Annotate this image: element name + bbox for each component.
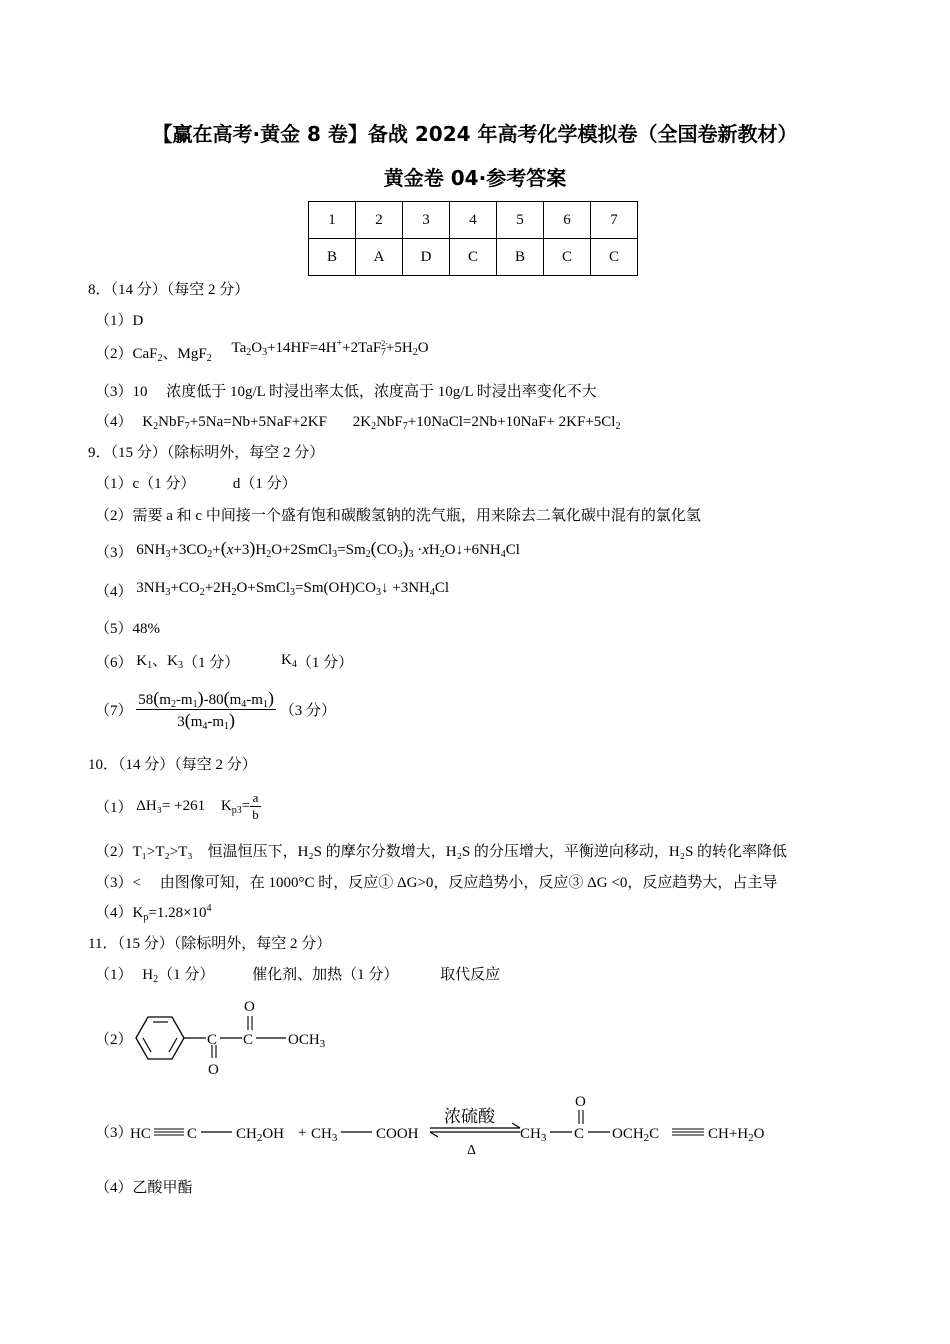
q11-part1-score: （1 分） — [158, 967, 215, 983]
q10-part1-label: （1） — [95, 800, 133, 816]
q10-part4-kp: $K_p=1.28\times 10^4$ — [132, 903, 212, 923]
q11-part3-condition-bottom: Δ — [467, 1143, 477, 1158]
q9-part7 — [95, 688, 336, 731]
svg-text:O: O — [575, 1094, 586, 1110]
answer-cell: C — [544, 239, 591, 276]
q11-part3-label: （3） — [95, 1125, 133, 1141]
q8-part2: （2）CaF$_2$、MgF$_2$ $Ta_2O_3+14HF=4H^++2TaF^{2-}_7+5H_2O$ — [95, 338, 429, 364]
q10-part2: （2）T₁>T₂>T₃ 恒温恒压下，H₂S 的摩尔分数增大，H₂S 的分压增大，平衡逆向移动，H₂S 的转化率降低 — [95, 844, 788, 860]
fraction-numerator: $58(m_2-m_1)-80(m_4-m_1)$ — [138, 688, 274, 710]
answer-cell: B — [497, 239, 544, 276]
q9-part6-valve4: $K_4$ — [280, 652, 297, 670]
svg-text:CH3: $CH_3$ — [311, 1126, 338, 1144]
q8-part2-a: CaF — [132, 346, 158, 362]
q10-header: 10．（14 分）（每空 2 分） — [88, 757, 257, 773]
q9-part1: （1）c（1 分） d（1 分） — [95, 476, 297, 492]
document-subtitle: 黄金卷 04·参考答案 — [383, 166, 567, 190]
q8-part4-equation1: $K_2NbF_7+5Na=Nb+5NaF+2KF$ — [142, 414, 327, 432]
q11-part4: （4）乙酸甲酯 — [95, 1180, 193, 1196]
question-number-cell: 3 — [403, 202, 450, 239]
svg-text:OCH2C: $OCH_2C$ — [612, 1126, 660, 1144]
q9-part5: （5）48% — [95, 621, 160, 637]
q9-part6-score1: （1 分） — [182, 655, 240, 671]
q9-part3 — [95, 538, 520, 562]
q8-part2-label: （2） — [95, 346, 133, 362]
q8-part4-equation2: $2K_2NbF_7+10NaCl=2Nb+10NaF+ 2KF+5Cl_2$ — [352, 414, 621, 432]
q10-part1-dh: ΔH₃= +261 — [136, 798, 206, 814]
q9-part6-valves: $K_1$、$K_3$ — [136, 653, 183, 671]
q9-part6-label: （6） — [95, 655, 133, 671]
q9-part4-label: （4） — [95, 584, 133, 600]
svg-text:O: O — [244, 999, 255, 1015]
svg-text:OCH3: $OCH_3$ — [288, 1032, 326, 1050]
question-number-cell: 6 — [544, 202, 591, 239]
q9-part2: （2）需要 a 和 c 中间接一个盛有饱和碳酸氢钠的洗气瓶，用来除去二氧化碳中混有的氯化氢 — [95, 508, 701, 524]
q9-part6-score2: （1 分） — [296, 655, 354, 671]
q8-part3: （3）10 浓度低于 10g/L 时浸出率太低，浓度高于 10g/L 时浸出率变化不大 — [95, 384, 597, 400]
q10-part1 — [95, 790, 261, 823]
svg-text:O: O — [208, 1062, 219, 1078]
svg-text:CH+H2O: $CH+H_2O$ — [708, 1126, 765, 1144]
answer-cell: C — [450, 239, 497, 276]
answer-table — [308, 201, 638, 276]
question-number-cell: 7 — [591, 202, 638, 239]
q11-part2-label: （2） — [95, 1032, 133, 1048]
answer-cell: C — [591, 239, 638, 276]
q9-part7-score: （3 分） — [279, 703, 336, 719]
q11-part1 — [95, 966, 500, 984]
q8-part2-b: 、MgF — [162, 346, 207, 362]
q11-part1-reagent: $H_2$ — [142, 967, 159, 985]
q8-part1: （1）D — [95, 313, 144, 329]
q9-part3-equation: $6NH_3+3CO_2+(x+3)H_2O+2SmCl_3=Sm_2(CO_3)_3$ $\cdot xH_2O↓+6NH_4Cl$ — [136, 538, 520, 560]
q10-part1-kp: $K_{p3}=$ — [220, 798, 251, 816]
q9-part7-label: （7） — [95, 703, 133, 719]
q11-part1-label: （1） — [95, 967, 133, 983]
answer-table-numbers-row — [309, 202, 638, 239]
svg-text:C: C — [243, 1032, 254, 1048]
q9-part3-label: （3） — [95, 545, 133, 561]
svg-text:CH2OH: $CH_2OH$ — [236, 1126, 285, 1144]
answer-cell: D — [403, 239, 450, 276]
q11-part1-reaction-type: 取代反应 — [440, 967, 501, 983]
q10-part4 — [95, 904, 212, 922]
svg-text:CH3: $CH_3$ — [520, 1126, 547, 1144]
q10-part1-kp-fraction: $\frac{a}{b}$ — [252, 790, 259, 822]
question-number-cell: 2 — [356, 202, 403, 239]
fraction-denominator: $3(m_4-m_1)$ — [177, 710, 236, 732]
svg-text:HC: HC — [130, 1126, 151, 1142]
question-number-cell: 1 — [309, 202, 356, 239]
svg-text:C: C — [574, 1126, 585, 1142]
q11-part3-equation — [128, 1094, 788, 1164]
answer-cell: B — [309, 239, 356, 276]
q8-header: 8．（14 分）（每空 2 分） — [88, 282, 250, 298]
svg-text:+: + — [298, 1125, 307, 1141]
q10-part3: （3）< 由图像可知，在 1000°C 时，反应① ΔG>0，反应趋势小，反应③ ΔG <0，反应趋势大，占主导 — [95, 875, 778, 891]
question-number-cell: 5 — [497, 202, 544, 239]
q9-part6 — [95, 654, 353, 672]
q11-part1-condition: 催化剂、加热（1 分） — [252, 967, 399, 983]
q9-header: 9．（15 分）（除标明外，每空 2 分） — [88, 445, 325, 461]
q8-part4 — [95, 413, 620, 431]
q11-header: 11．（15 分）（除标明外，每空 2 分） — [88, 936, 332, 952]
q8-part4-label: （4） — [95, 414, 133, 430]
answer-table-answers-row — [309, 239, 638, 276]
q8-part2-equation: $Ta_2O_3+14HF=4H^++2TaF^{2-}_7+5H_2O$ — [231, 338, 429, 358]
svg-text:COOH: COOH — [376, 1126, 419, 1142]
svg-text:C: C — [207, 1032, 218, 1048]
answer-cell: A — [356, 239, 403, 276]
q9-part4 — [95, 580, 450, 601]
question-number-cell: 4 — [450, 202, 497, 239]
svg-text:C: C — [187, 1126, 198, 1142]
q9-part4-equation: $3NH_3+CO_2+2H_2O+SmCl_3=Sm(OH)CO_3↓ +3NH_4Cl$ — [136, 580, 450, 598]
q11-part2-structure — [128, 992, 348, 1082]
q10-part4-label: （4） — [95, 905, 133, 921]
document-title: 【赢在高考·黄金 8 卷】备战 2024 年高考化学模拟卷（全国卷新教材） — [152, 122, 798, 146]
q9-part7-fraction — [136, 688, 276, 731]
q11-part3-condition-top: 浓硫酸 — [444, 1107, 495, 1126]
